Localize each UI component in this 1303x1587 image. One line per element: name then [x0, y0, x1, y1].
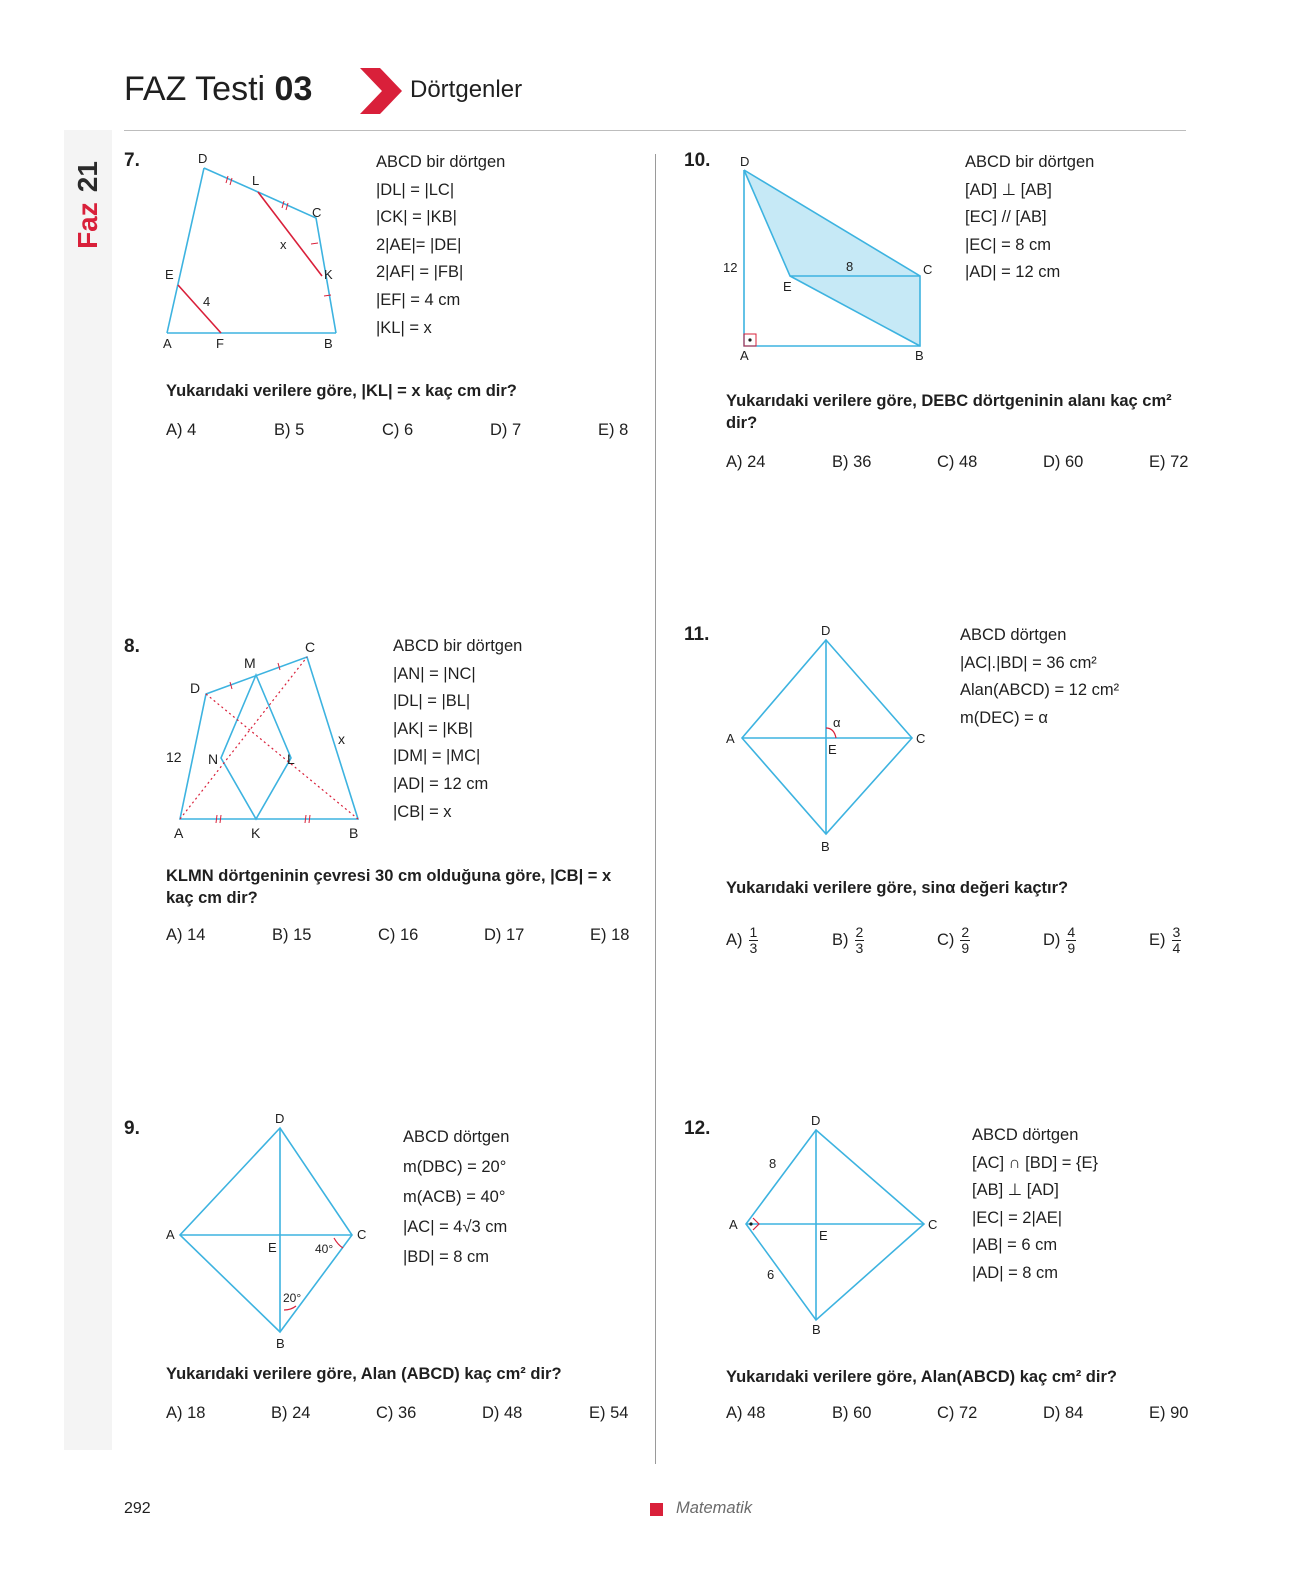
given-line: ABCD bir dörtgen — [965, 153, 1095, 171]
given-line: [EC] // [AB] — [965, 208, 1047, 227]
question-number: 9. — [124, 1118, 140, 1139]
q9-figure — [160, 1110, 380, 1350]
q12-choice-d[interactable]: D) 84 — [1043, 1404, 1084, 1422]
q11-choice-e[interactable] — [1149, 925, 1181, 956]
q10-label-a: A — [740, 348, 749, 363]
given-line: |AD| = 12 cm — [393, 774, 489, 793]
q7-choice-e[interactable]: E) 8 — [598, 421, 629, 439]
q12-choice-a[interactable]: A) 48 — [726, 1404, 766, 1422]
q12-choice-c[interactable]: C) 72 — [937, 1404, 978, 1422]
q11-question: Yukarıdaki verilere göre, sinα değeri kaçtır? — [726, 879, 1069, 897]
footer-subject: Matematik — [676, 1499, 753, 1517]
fraction-numerator: 2 — [961, 924, 970, 940]
q9-label-d: D — [275, 1111, 285, 1126]
given-line: [AC] ∩ [BD] = {E} — [972, 1153, 1099, 1172]
q8-label-d: D — [190, 680, 201, 696]
q7-label-d: D — [198, 151, 208, 166]
q8-label-n: N — [208, 751, 219, 767]
q10-choice-c[interactable]: C) 48 — [937, 453, 978, 471]
q9-choice-c[interactable]: C) 36 — [376, 1404, 417, 1422]
q10-label-8: 8 — [846, 259, 854, 274]
given-line: |BD| = 8 cm — [403, 1248, 490, 1266]
q11-figure — [720, 620, 940, 860]
given-line: [AD] ⊥ [AB] — [965, 180, 1052, 199]
q9-given — [403, 1122, 509, 1272]
given-line: |AC| = 4√3 cm — [403, 1218, 508, 1236]
svg-text:Faz21 — [72, 161, 103, 249]
given-line: |AC|.|BD| = 36 cm² — [960, 653, 1097, 672]
q9-label-a: A — [166, 1227, 175, 1242]
q11-given — [960, 622, 1119, 732]
choice-letter: E) — [1149, 930, 1166, 949]
q12-label-c: C — [928, 1217, 938, 1232]
q12-question: Yukarıdaki verilere göre, Alan(ABCD) kaç cm² dir? — [726, 1368, 1117, 1386]
q12-label-b: B — [812, 1322, 821, 1337]
fraction-numerator: 2 — [855, 924, 864, 940]
q9-choice-b[interactable]: B) 24 — [271, 1404, 311, 1422]
question-number: 8. — [124, 636, 140, 657]
choice-letter: C) — [937, 930, 955, 949]
q9-choice-e[interactable]: E) 54 — [589, 1404, 629, 1422]
fraction-denominator: 9 — [1067, 940, 1076, 956]
given-line: |EF| = 4 cm — [376, 290, 461, 309]
q12-label-8: 8 — [769, 1156, 777, 1171]
q7-given — [376, 149, 505, 342]
q8-label-x: x — [338, 731, 345, 747]
given-line: ABCD dörtgen — [403, 1128, 510, 1146]
q11-label-e: E — [828, 742, 837, 757]
q8-label-l: L — [287, 751, 295, 767]
q10-given — [965, 149, 1094, 287]
given-line: [AB] ⊥ [AD] — [972, 1181, 1059, 1200]
q11-label-b: B — [821, 839, 830, 854]
choice-letter: D) — [1043, 930, 1061, 949]
given-line: m(DBC) = 20° — [403, 1158, 507, 1176]
q10-label-e: E — [783, 279, 792, 294]
given-line: |CB| = x — [393, 802, 452, 821]
q12-label-6: 6 — [767, 1267, 775, 1282]
given-line: Alan(ABCD) = 12 cm² — [960, 681, 1120, 700]
q8-label-12: 12 — [166, 749, 182, 765]
q11-label-c: C — [916, 731, 926, 746]
given-line: |AN| = |NC| — [393, 664, 476, 683]
given-line: m(DEC) = α — [960, 708, 1048, 727]
side-brand-number: 21 — [72, 161, 104, 193]
choice-letter: A) — [726, 930, 743, 949]
q7-choice-c[interactable]: C) 6 — [382, 421, 414, 439]
q7-question: Yukarıdaki verilere göre, |KL| = x kaç cm dir? — [166, 382, 517, 400]
q12-label-a: A — [729, 1217, 738, 1232]
q10-choice-a[interactable]: A) 24 — [726, 453, 766, 471]
q9-choice-a[interactable]: A) 18 — [166, 1404, 206, 1422]
given-line: |EC| = 8 cm — [965, 235, 1052, 254]
given-line: |DM| = |MC| — [393, 747, 481, 766]
given-line: |AD| = 8 cm — [972, 1263, 1059, 1282]
page-number: 292 — [124, 1500, 151, 1517]
q8-choice-b[interactable]: B) 15 — [272, 926, 312, 944]
q11-label-a: A — [726, 731, 735, 746]
q10-label-c: C — [923, 262, 933, 277]
side-strip — [64, 130, 112, 1450]
fraction-denominator: 9 — [961, 940, 970, 956]
q10-choice-b[interactable]: B) 36 — [832, 453, 872, 471]
section-subject: Dörtgenler — [410, 76, 523, 103]
side-brand — [62, 150, 118, 260]
q8-label-c: C — [305, 639, 316, 655]
fraction-numerator: 4 — [1067, 924, 1076, 940]
given-line: ABCD dörtgen — [960, 626, 1067, 644]
q10-choice-e[interactable]: E) 72 — [1149, 453, 1189, 471]
column-divider — [655, 154, 656, 1464]
q8-label-m: M — [244, 655, 256, 671]
q7-label-l: L — [252, 173, 260, 188]
choice-letter: B) — [832, 930, 849, 949]
q12-figure — [720, 1112, 945, 1337]
page-title — [124, 70, 312, 109]
given-line: |EC| = 2|AE| — [972, 1208, 1063, 1227]
q9-label-b: B — [276, 1336, 285, 1350]
q11-choice-b[interactable] — [832, 925, 864, 956]
q9-label-c: C — [357, 1227, 367, 1242]
q9-label-angle-b: 20° — [283, 1291, 302, 1305]
q8-choice-a[interactable]: A) 14 — [166, 926, 206, 944]
q7-choice-d[interactable]: D) 7 — [490, 421, 522, 439]
q7-label-k: K — [324, 267, 333, 282]
q7-label-x: x — [280, 237, 287, 252]
q10-question: Yukarıdaki verilere göre, DEBC dörtgeninin alanı kaç cm² dir? — [726, 392, 1172, 432]
q12-label-e: E — [819, 1228, 828, 1243]
header-divider — [124, 130, 1186, 131]
given-line: |AD| = 12 cm — [965, 263, 1061, 282]
fraction-numerator: 1 — [749, 924, 758, 940]
q7-figure — [160, 148, 360, 353]
given-line: |DL| = |LC| — [376, 180, 455, 199]
q12-label-d: D — [811, 1113, 821, 1128]
given-line: |DL| = |BL| — [393, 692, 471, 711]
question-number: 12. — [684, 1118, 711, 1139]
given-line: ABCD dörtgen — [972, 1126, 1079, 1144]
q8-figure — [160, 630, 375, 845]
fraction-denominator: 3 — [749, 940, 758, 956]
given-line: |AK| = |KB| — [393, 719, 473, 738]
q8-label-b: B — [349, 825, 359, 841]
q8-label-k: K — [251, 825, 261, 841]
given-line: m(ACB) = 40° — [403, 1188, 506, 1206]
q7-label-4: 4 — [203, 294, 211, 309]
given-line: 2|AF| = |FB| — [376, 263, 464, 282]
q8-choice-c[interactable]: C) 16 — [378, 926, 419, 944]
q10-choice-d[interactable]: D) 60 — [1043, 453, 1084, 471]
q11-choice-d[interactable] — [1043, 925, 1076, 956]
q7-choice-b[interactable]: B) 5 — [274, 421, 305, 439]
q8-choice-d[interactable]: D) 17 — [484, 926, 525, 944]
q10-label-b: B — [915, 348, 924, 363]
q9-label-angle-c: 40° — [315, 1242, 334, 1256]
q7-label-e: E — [165, 267, 174, 282]
question-number: 10. — [684, 150, 711, 171]
fraction — [1172, 925, 1182, 956]
q8-choice-e[interactable]: E) 18 — [590, 926, 630, 944]
q11-choice-c[interactable] — [937, 925, 970, 956]
fraction — [1066, 925, 1076, 956]
fraction — [855, 925, 865, 956]
q8-question: KLMN dörtgeninin çevresi 30 cm olduğuna göre, |CB| = x kaç cm dir? — [166, 867, 612, 907]
q9-question: Yukarıdaki verilere göre, Alan (ABCD) kaç cm² dir? — [166, 1365, 562, 1383]
q7-label-b: B — [324, 336, 333, 351]
given-line: ABCD bir dörtgen — [393, 637, 523, 655]
title-number: 03 — [274, 70, 313, 108]
given-line: |AB| = 6 cm — [972, 1236, 1058, 1255]
fraction-denominator: 4 — [1172, 940, 1181, 956]
given-line: 2|AE|= |DE| — [376, 235, 462, 254]
q11-label-alpha: α — [833, 715, 841, 730]
q12-given — [972, 1122, 1098, 1288]
q12-choice-e[interactable]: E) 90 — [1149, 1404, 1189, 1422]
q8-given — [393, 633, 522, 826]
question-number: 7. — [124, 150, 140, 171]
q8-label-a: A — [174, 825, 184, 841]
fraction-denominator: 3 — [855, 940, 864, 956]
fraction-numerator: 3 — [1172, 924, 1181, 940]
q7-choice-a[interactable]: A) 4 — [166, 421, 197, 439]
q10-label-12: 12 — [723, 260, 738, 275]
chevron-right-icon — [360, 68, 402, 114]
q11-choice-a[interactable] — [726, 925, 758, 956]
q9-choice-d[interactable]: D) 48 — [482, 1404, 523, 1422]
q10-figure — [720, 150, 940, 370]
q10-label-d: D — [740, 154, 750, 169]
q9-label-e: E — [268, 1240, 277, 1255]
fraction — [749, 925, 759, 956]
fraction — [960, 925, 970, 956]
side-brand-name: Faz — [72, 202, 104, 249]
q12-choice-b[interactable]: B) 60 — [832, 1404, 872, 1422]
given-line: |CK| = |KB| — [376, 208, 457, 227]
given-line: |KL| = x — [376, 318, 432, 337]
q7-label-f: F — [216, 336, 224, 351]
q7-label-a: A — [163, 336, 172, 351]
question-number: 11. — [684, 624, 710, 645]
footer-square-icon — [650, 1503, 663, 1516]
given-line: ABCD bir dörtgen — [376, 153, 506, 171]
q11-label-d: D — [821, 623, 831, 638]
q7-label-c: C — [312, 205, 322, 220]
title-prefix: FAZ Testi — [124, 70, 266, 108]
